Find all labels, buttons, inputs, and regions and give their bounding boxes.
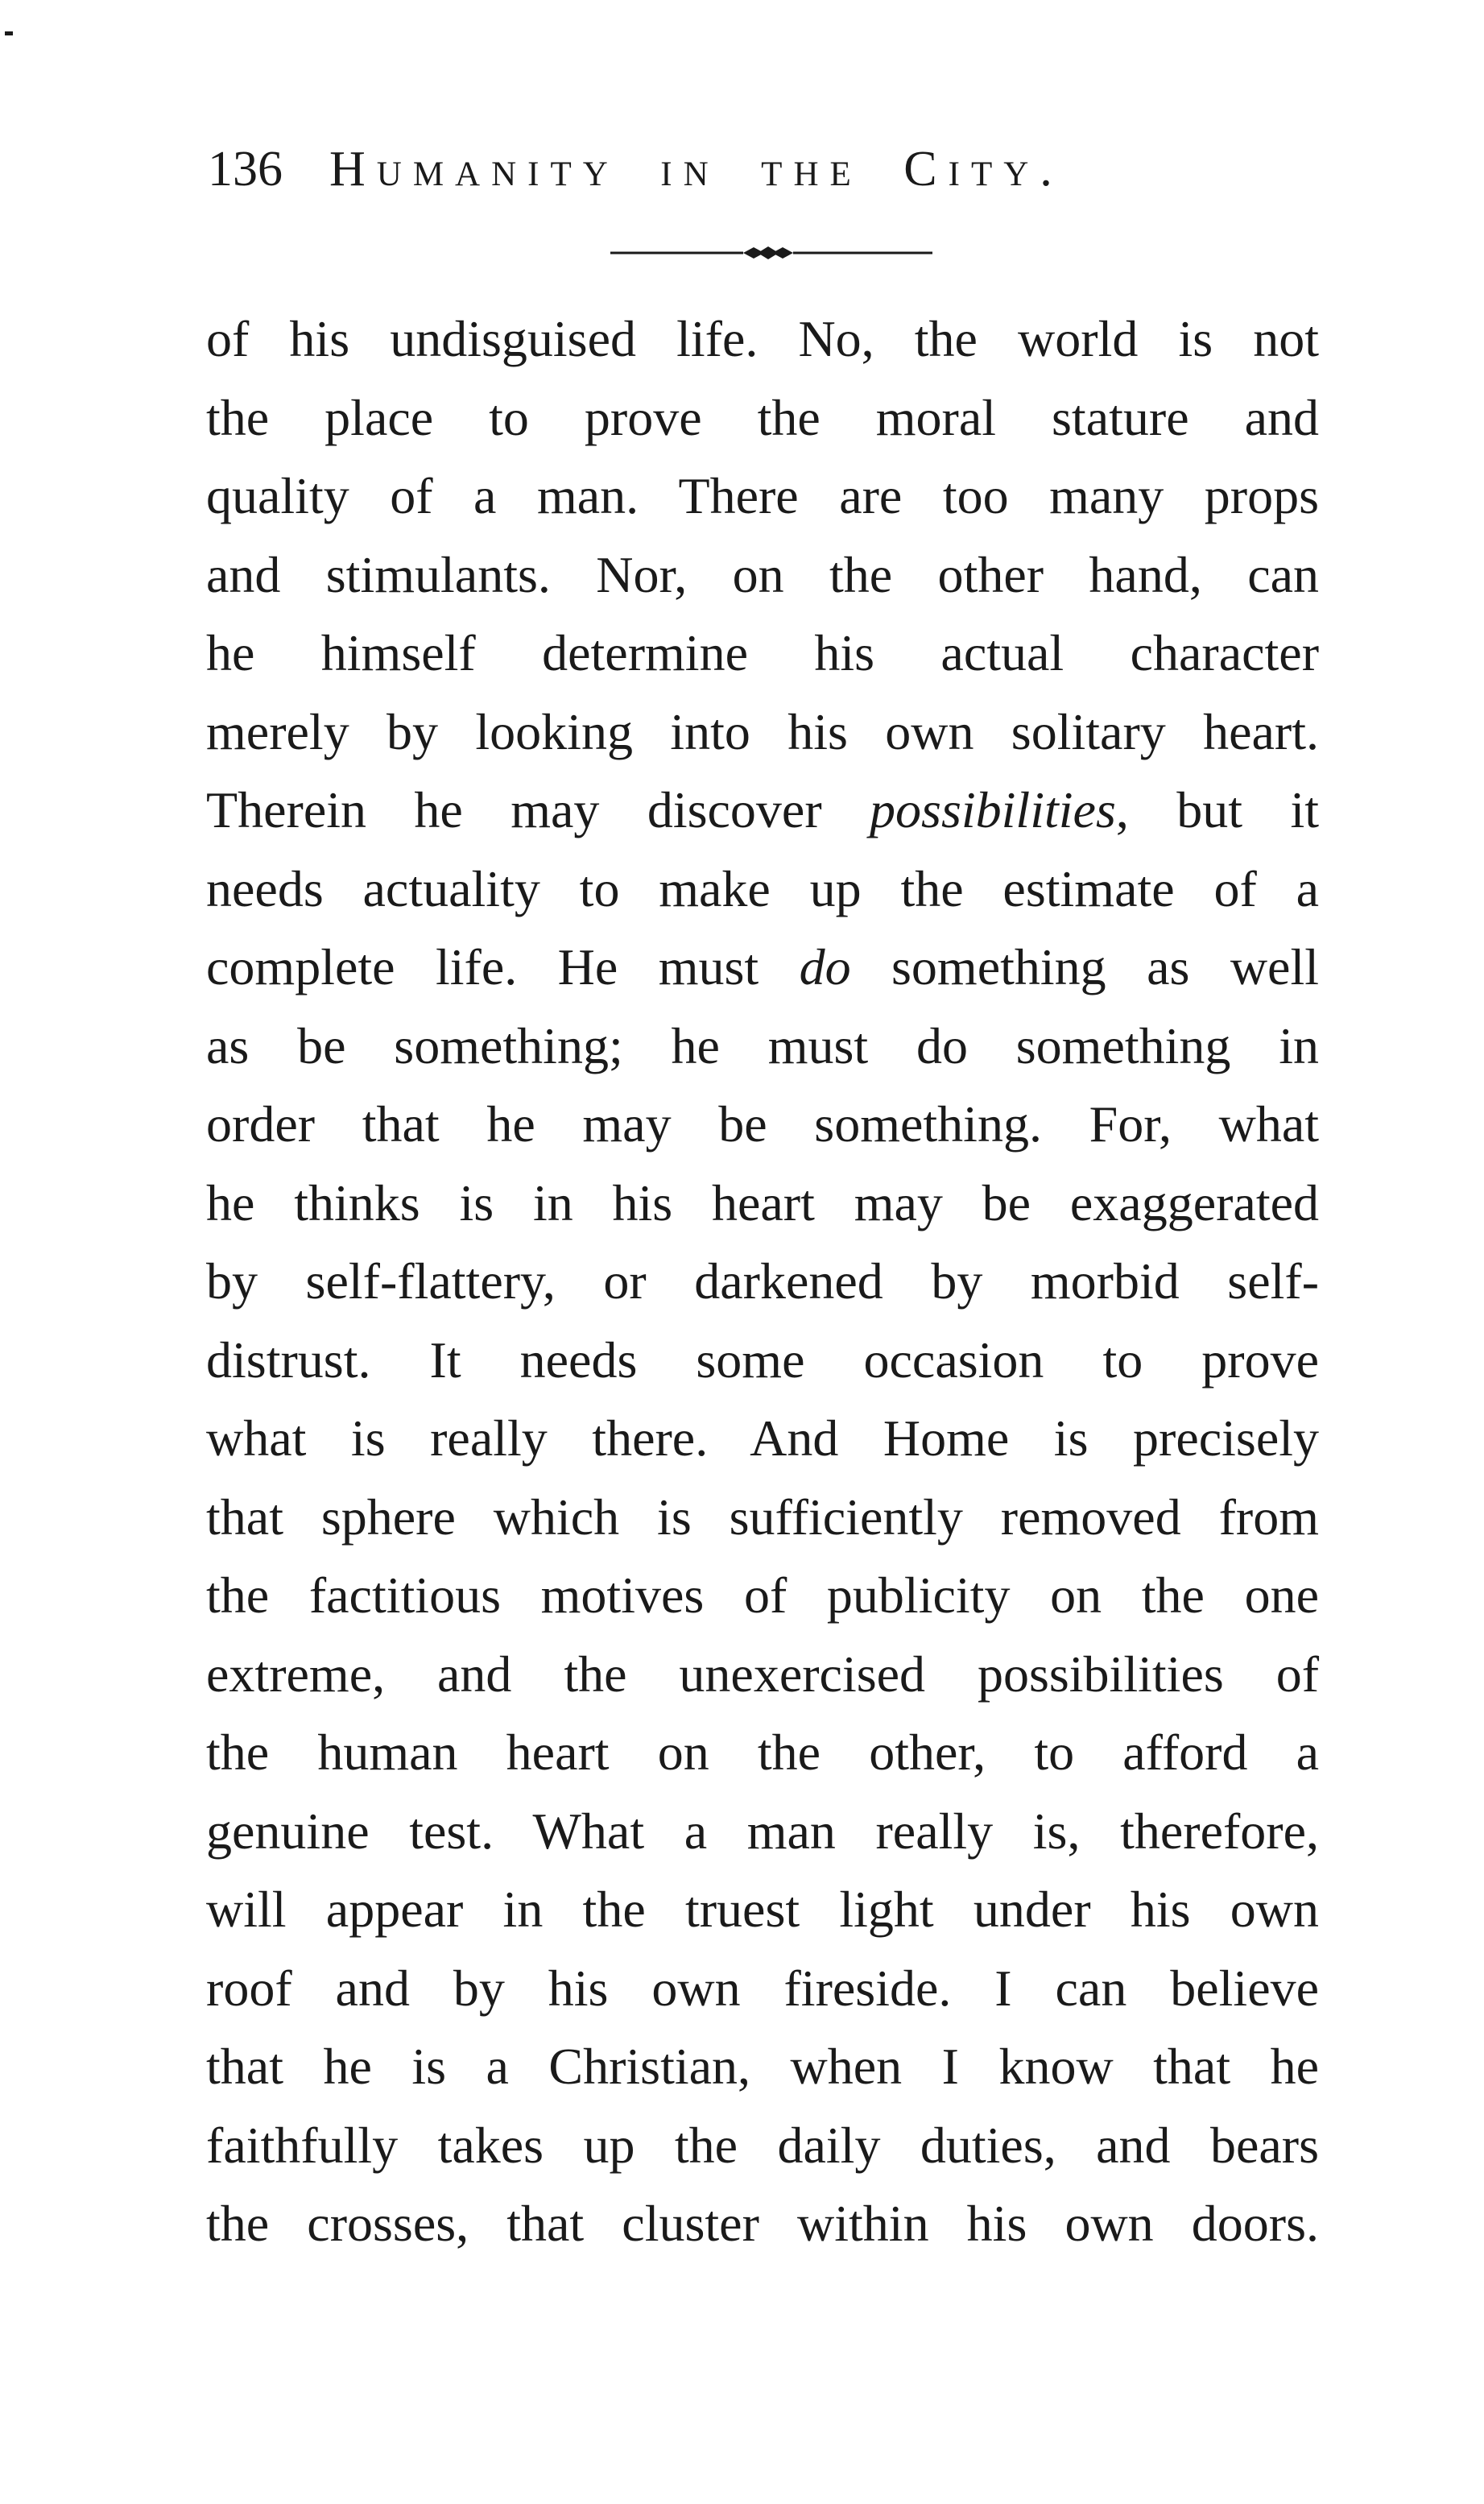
text-line: the factitious motives of publicity on the one (206, 1567, 1319, 1624)
text-line: the place to prove the moral stature and (206, 388, 1319, 446)
text-segment: , but it (1115, 781, 1319, 838)
running-head (208, 133, 1359, 205)
text-line: that he is a Christian, when I know that he (206, 2038, 1319, 2095)
text-segment: Therein he may discover (206, 781, 870, 838)
text-line (206, 928, 1319, 1007)
text-line: order that he may be something. For, what (206, 1095, 1319, 1153)
body-text (206, 300, 1319, 2263)
text-line: roof and by his own fireside. I can believe (206, 1959, 1319, 2017)
text-line: quality of a man. There are too many props (206, 467, 1319, 524)
text-line: by self-flattery, or darkened by morbid self- (206, 1252, 1319, 1310)
text-segment: something as well (850, 938, 1320, 995)
text-line: the human heart on the other, to afford a (206, 1724, 1319, 1781)
text-line: the crosses, that cluster within his own doors. (206, 2195, 1319, 2252)
italic-emphasis: possibilities (870, 781, 1116, 838)
text-line (206, 771, 1319, 850)
text-line: merely by looking into his own solitary heart. (206, 702, 1319, 760)
running-title: Humanity in the City. (329, 142, 1064, 197)
text-line: he himself determine his actual character (206, 624, 1319, 681)
text-line: distrust. It needs some occasion to prove (206, 1331, 1319, 1389)
text-line: needs actuality to make up the estimate of a (206, 859, 1319, 917)
ornamental-rule-icon (610, 243, 932, 263)
text-line: and stimulants. Nor, on the other hand, can (206, 545, 1319, 603)
stray-mark-icon (3, 27, 14, 39)
text-segment: complete life. He must (206, 938, 800, 995)
text-line: as be something; he must do something in (206, 1016, 1319, 1074)
text-line: what is really there. And Home is precisely (206, 1409, 1319, 1467)
text-line: will appear in the truest light under his own (206, 1881, 1319, 1938)
italic-emphasis: do (799, 938, 851, 995)
text-line: faithfully takes up the daily duties, and bears (206, 2116, 1319, 2174)
text-line: extreme, and the unexercised possibilities of (206, 1645, 1319, 1703)
text-line: of his undisguised life. No, the world is not (206, 310, 1319, 367)
text-line: that sphere which is sufficiently removed from (206, 1488, 1319, 1546)
page-number: 136 (208, 142, 283, 197)
text-line: he thinks is in his heart may be exaggerated (206, 1173, 1319, 1231)
text-line: genuine test. What a man really is, therefore, (206, 1802, 1319, 1860)
